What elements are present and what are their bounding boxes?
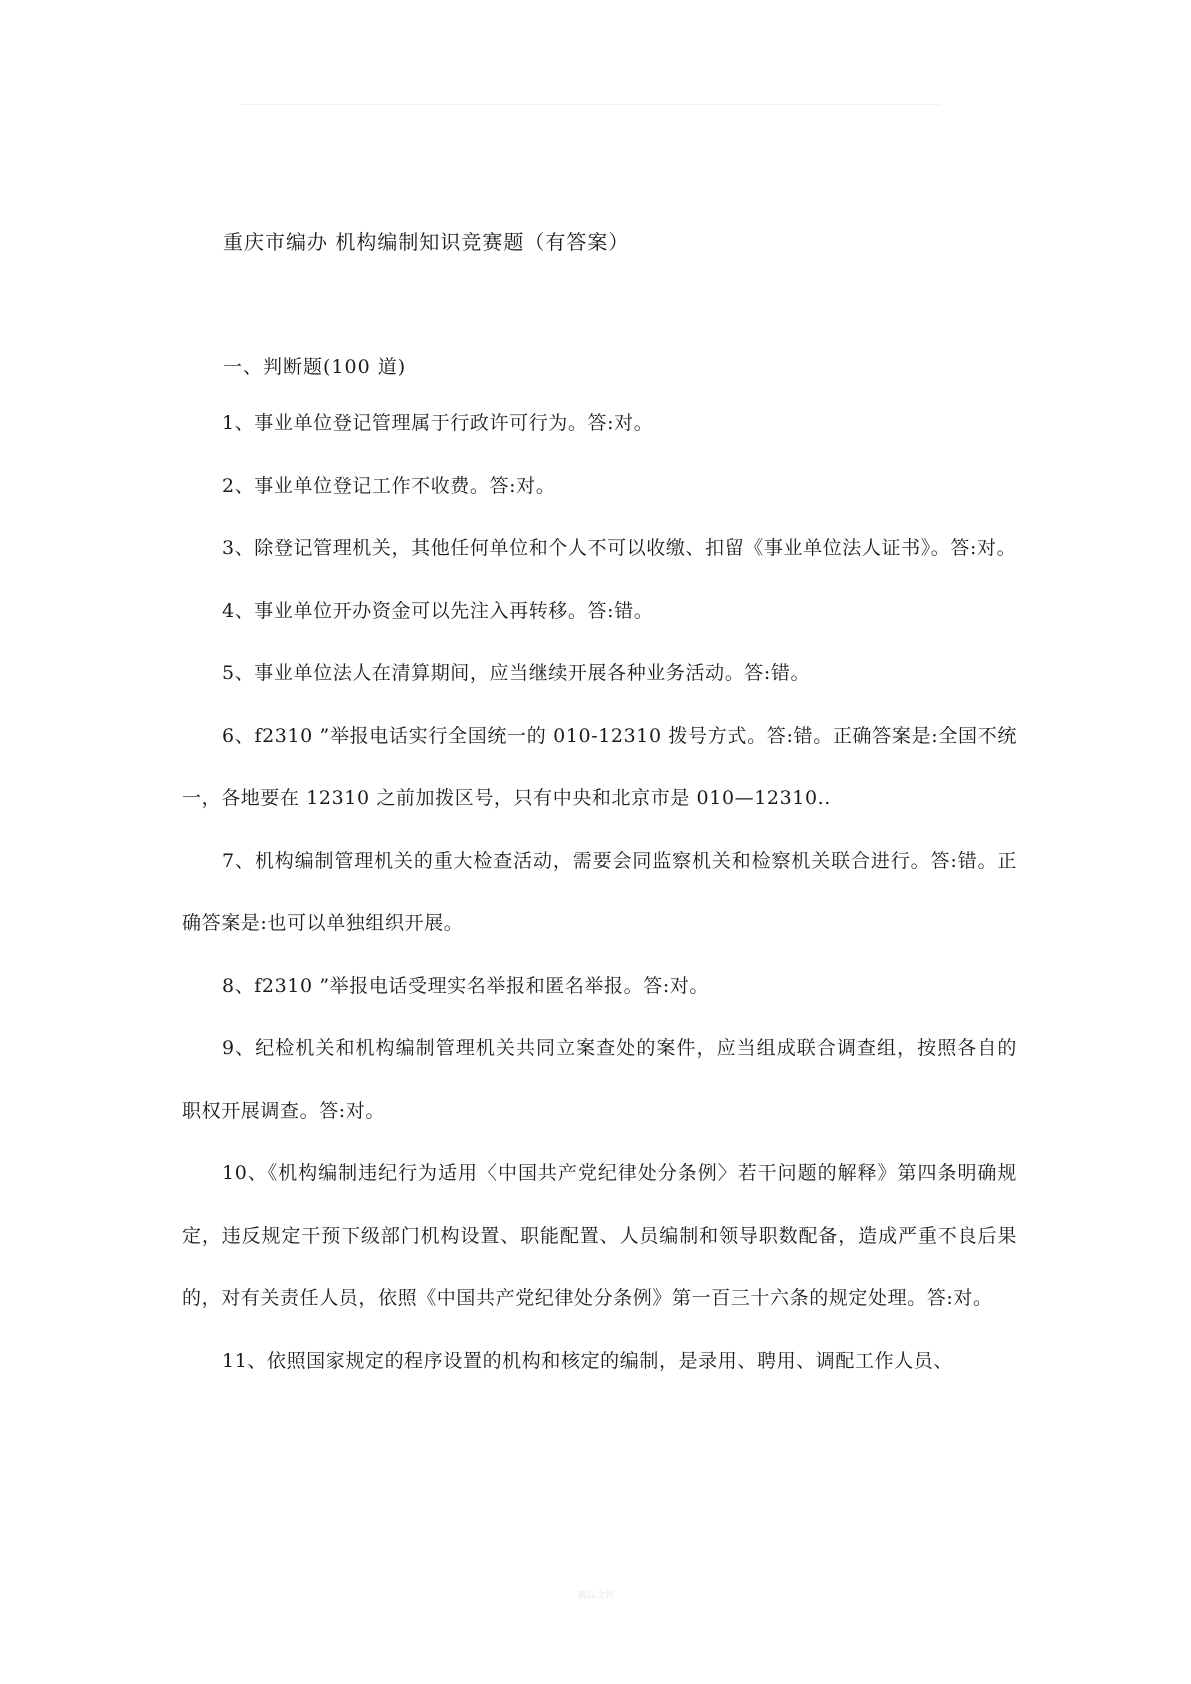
question-paragraph-10: 10、《机构编制违纪行为适用〈中国共产党纪律处分条例〉若干问题的解释》第四条明确规定，违反规定干预下级部门机构设置、职能配置、人员编制和领导职数配备，造成严重不良后果的，对有关责任人员，依照《中国共产党纪律处分条例》第一百三十六条的规定处理。答:对。 xyxy=(182,1162,1017,1309)
section-heading: 一、判断题(100 道) xyxy=(223,356,407,378)
document-body xyxy=(182,392,1017,1392)
question-paragraph-2: 2、事业单位登记工作不收费。答:对。 xyxy=(222,474,556,497)
header-rule xyxy=(240,104,940,105)
question-paragraph-9: 9、纪检机关和机构编制管理机关共同立案查处的案件，应当组成联合调查组，按照各自的职权开展调查。答:对。 xyxy=(182,1037,1017,1122)
question-paragraph-5: 5、事业单位法人在清算期间，应当继续开展各种业务活动。答:错。 xyxy=(222,662,811,684)
question-paragraph-11: 11、依照国家规定的程序设置的机构和核定的编制，是录用、聘用、调配工作人员、 xyxy=(222,1349,953,1372)
question-paragraph-4: 4、事业单位开办资金可以先注入再转移。答:错。 xyxy=(222,599,654,622)
question-paragraph-7: 7、机构编制管理机关的重大检查活动，需要会同监察机关和检察机关联合进行。答:错。正确答案是:也可以单独组织开展。 xyxy=(182,849,1017,934)
document-title: 重庆市编办 机构编制知识竞赛题（有答案） xyxy=(223,230,630,254)
question-paragraph-6: 6、f2310 ”举报电话实行全国统一的 010-12310 拨号方式。答:错。正确答案是:全国不统一，各地要在 12310 之前加拨区号，只有中央和北京市是 010—12310.. xyxy=(182,724,1017,809)
question-paragraph-3: 3、除登记管理机关，其他任何单位和个人不可以收缴、扣留《事业单位法人证书》。答:对。 xyxy=(222,537,1017,559)
footer-watermark: 精品文档 xyxy=(578,1591,615,1601)
question-paragraph-8: 8、f2310 ”举报电话受理实名举报和匿名举报。答:对。 xyxy=(222,974,710,997)
question-paragraph-1: 1、事业单位登记管理属于行政许可行为。答:对。 xyxy=(222,412,654,434)
